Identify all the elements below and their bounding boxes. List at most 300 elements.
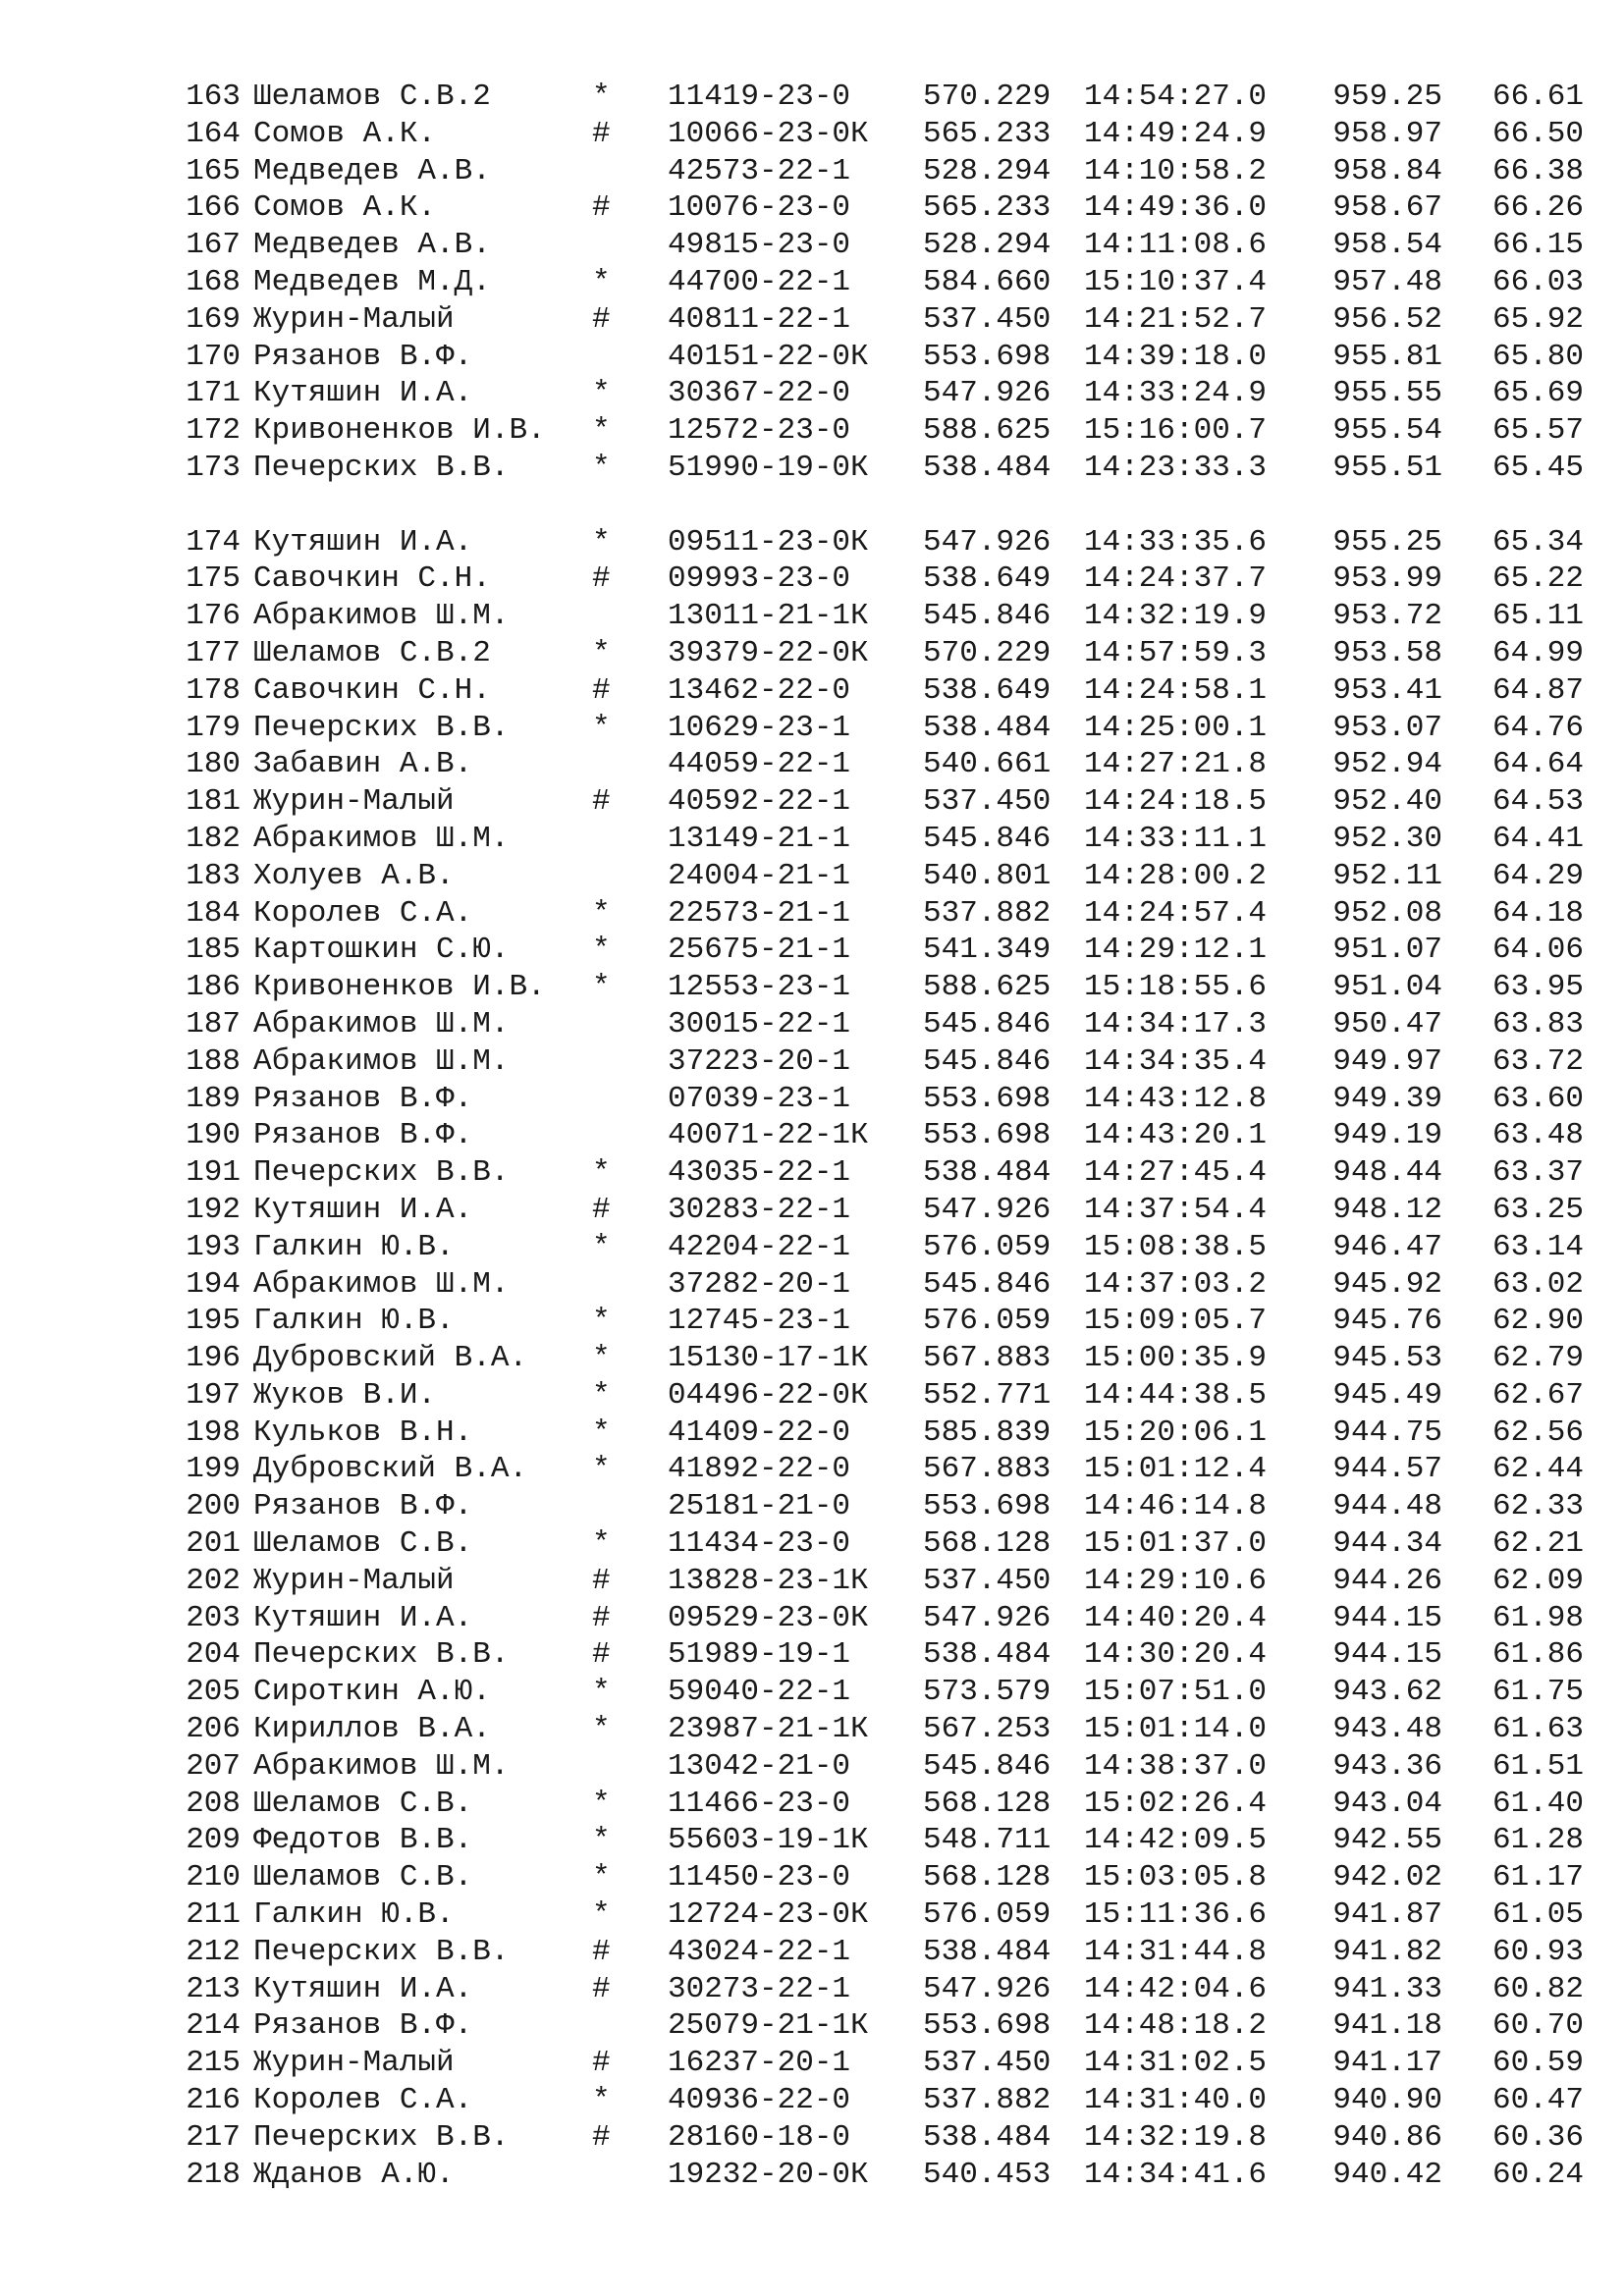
ring-number: 12724-23-0К [668, 1897, 869, 1933]
distance: 540.801 [923, 858, 1052, 893]
arrival-time: 14:29:10.6 [1084, 1563, 1268, 1598]
table-row [157, 116, 1591, 153]
speed: 944.75 [1332, 1415, 1442, 1450]
distance: 537.450 [923, 784, 1052, 820]
mark-symbol: * [592, 376, 611, 411]
place-number: 191 [186, 1155, 241, 1191]
fancier-name: Кривоненков И.В. [253, 413, 546, 449]
arrival-time: 15:02:26.4 [1084, 1786, 1268, 1821]
fancier-name: Галкин Ю.В. [253, 1304, 455, 1339]
arrival-time: 15:01:14.0 [1084, 1712, 1268, 1747]
points: 60.70 [1491, 2008, 1584, 2044]
ring-number: 12745-23-1 [668, 1304, 851, 1339]
mark-symbol: * [592, 2083, 611, 2118]
arrival-time: 14:25:00.1 [1084, 710, 1268, 745]
mark-symbol: * [592, 1786, 611, 1821]
place-number: 204 [186, 1637, 241, 1673]
fancier-name: Дубровский В.А. [253, 1452, 528, 1487]
ring-number: 40151-22-0К [668, 339, 869, 374]
place-number: 179 [186, 710, 241, 745]
distance: 545.846 [923, 821, 1052, 856]
table-row [157, 561, 1591, 598]
mark-symbol: * [592, 1897, 611, 1933]
arrival-time: 14:10:58.2 [1084, 153, 1268, 188]
mark-symbol: * [592, 970, 611, 1005]
ring-number: 51989-19-1 [668, 1637, 851, 1673]
place-number: 196 [186, 1341, 241, 1376]
table-row [157, 1748, 1591, 1786]
table-row [157, 2119, 1591, 2157]
table-row [157, 1117, 1591, 1154]
ring-number: 12572-23-0 [668, 413, 851, 449]
place-number: 189 [186, 1081, 241, 1116]
points: 64.64 [1491, 747, 1584, 782]
speed: 948.12 [1332, 1192, 1442, 1227]
table-row [157, 412, 1591, 450]
arrival-time: 14:37:54.4 [1084, 1192, 1268, 1227]
distance: 538.649 [923, 561, 1052, 597]
place-number: 218 [186, 2157, 241, 2192]
fancier-name: Печерских В.В. [253, 1637, 510, 1673]
place-number: 168 [186, 264, 241, 299]
distance: 573.579 [923, 1675, 1052, 1710]
ring-number: 09529-23-0К [668, 1600, 869, 1635]
ring-number: 39379-22-0К [668, 635, 869, 670]
mark-symbol: # [592, 1192, 611, 1227]
arrival-time: 14:24:57.4 [1084, 895, 1268, 931]
points: 62.56 [1491, 1415, 1584, 1450]
ring-number: 10076-23-0 [668, 190, 851, 226]
table-row [157, 1600, 1591, 1637]
distance: 553.698 [923, 339, 1052, 374]
ring-number: 09511-23-0К [668, 524, 869, 560]
ring-number: 04496-22-0К [668, 1377, 869, 1413]
points: 64.87 [1491, 672, 1584, 708]
fancier-name: Савочкин С.Н. [253, 672, 491, 708]
arrival-time: 15:00:35.9 [1084, 1341, 1268, 1376]
distance: 540.661 [923, 747, 1052, 782]
arrival-time: 14:43:20.1 [1084, 1118, 1268, 1153]
ring-number: 24004-21-1 [668, 858, 851, 893]
fancier-name: Абракимов Ш.М. [253, 1748, 510, 1784]
ring-number: 23987-21-1К [668, 1712, 869, 1747]
points: 63.25 [1491, 1192, 1584, 1227]
speed: 943.36 [1332, 1748, 1442, 1784]
place-number: 166 [186, 190, 241, 226]
place-number: 192 [186, 1192, 241, 1227]
place-number: 180 [186, 747, 241, 782]
points: 61.40 [1491, 1786, 1584, 1821]
distance: 538.484 [923, 1637, 1052, 1673]
distance: 585.839 [923, 1415, 1052, 1450]
points: 64.18 [1491, 895, 1584, 931]
fancier-name: Кривоненков И.В. [253, 970, 546, 1005]
ring-number: 11450-23-0 [668, 1860, 851, 1896]
mark-symbol: * [592, 1155, 611, 1191]
arrival-time: 15:03:05.8 [1084, 1860, 1268, 1896]
speed: 944.34 [1332, 1526, 1442, 1562]
mark-symbol: * [592, 1712, 611, 1747]
table-row [157, 524, 1591, 561]
place-number: 216 [186, 2083, 241, 2118]
arrival-time: 14:34:41.6 [1084, 2157, 1268, 2192]
mark-symbol: # [592, 2119, 611, 2155]
fancier-name: Дубровский В.А. [253, 1341, 528, 1376]
mark-symbol: * [592, 1452, 611, 1487]
table-row [157, 1340, 1591, 1377]
points: 66.26 [1491, 190, 1584, 226]
table-row [157, 858, 1591, 895]
arrival-time: 14:54:27.0 [1084, 80, 1268, 114]
table-row [157, 1303, 1591, 1340]
fancier-name: Сомов А.К. [253, 190, 437, 226]
fancier-name: Рязанов В.Ф. [253, 1118, 473, 1153]
distance: 545.846 [923, 1266, 1052, 1302]
points: 65.80 [1491, 339, 1584, 374]
fancier-name: Шеламов С.В. [253, 1526, 473, 1562]
distance: 547.926 [923, 1600, 1052, 1635]
speed: 949.39 [1332, 1081, 1442, 1116]
ring-number: 40071-22-1К [668, 1118, 869, 1153]
distance: 552.771 [923, 1377, 1052, 1413]
table-row [157, 2045, 1591, 2082]
fancier-name: Абракимов Ш.М. [253, 1006, 510, 1041]
mark-symbol: * [592, 1377, 611, 1413]
arrival-time: 14:37:03.2 [1084, 1266, 1268, 1302]
speed: 942.55 [1332, 1823, 1442, 1858]
distance: 538.649 [923, 672, 1052, 708]
mark-symbol: # [592, 784, 611, 820]
fancier-name: Шеламов С.В. [253, 1786, 473, 1821]
speed: 952.94 [1332, 747, 1442, 782]
arrival-time: 15:11:36.6 [1084, 1897, 1268, 1933]
place-number: 194 [186, 1266, 241, 1302]
place-number: 195 [186, 1304, 241, 1339]
distance: 538.484 [923, 1155, 1052, 1191]
place-number: 211 [186, 1897, 241, 1933]
speed: 955.51 [1332, 450, 1442, 485]
table-row [157, 2157, 1591, 2194]
ring-number: 30273-22-1 [668, 1971, 851, 2006]
points: 66.50 [1491, 116, 1584, 151]
place-number: 164 [186, 116, 241, 151]
speed: 946.47 [1332, 1229, 1442, 1264]
ring-number: 59040-22-1 [668, 1675, 851, 1710]
fancier-name: Журин-Малый [253, 2046, 455, 2081]
speed: 945.53 [1332, 1341, 1442, 1376]
speed: 953.41 [1332, 672, 1442, 708]
arrival-time: 15:18:55.6 [1084, 970, 1268, 1005]
fancier-name: Журин-Малый [253, 1563, 455, 1598]
distance: 553.698 [923, 1489, 1052, 1524]
ring-number: 13149-21-1 [668, 821, 851, 856]
points: 63.72 [1491, 1043, 1584, 1079]
fancier-name: Жданов А.Ю. [253, 2157, 455, 2192]
place-number: 203 [186, 1600, 241, 1635]
arrival-time: 14:24:37.7 [1084, 561, 1268, 597]
ring-number: 25675-21-1 [668, 933, 851, 968]
speed: 955.55 [1332, 376, 1442, 411]
table-row [157, 1451, 1591, 1488]
mark-symbol: # [592, 1971, 611, 2006]
table-row [157, 153, 1591, 190]
arrival-time: 14:27:45.4 [1084, 1155, 1268, 1191]
arrival-time: 15:08:38.5 [1084, 1229, 1268, 1264]
speed: 941.33 [1332, 1971, 1442, 2006]
ring-number: 44059-22-1 [668, 747, 851, 782]
table-row [157, 1674, 1591, 1711]
ring-number: 10066-23-0К [668, 116, 869, 151]
table-row [157, 79, 1591, 116]
fancier-name: Печерских В.В. [253, 1934, 510, 1969]
table-row [157, 932, 1591, 969]
speed: 953.99 [1332, 561, 1442, 597]
place-number: 215 [186, 2046, 241, 2081]
points: 61.05 [1491, 1897, 1584, 1933]
distance: 545.846 [923, 1748, 1052, 1784]
fancier-name: Рязанов В.Ф. [253, 339, 473, 374]
points: 62.33 [1491, 1489, 1584, 1524]
speed: 958.84 [1332, 153, 1442, 188]
mark-symbol: # [592, 301, 611, 337]
fancier-name: Забавин А.В. [253, 747, 473, 782]
speed: 958.97 [1332, 116, 1442, 151]
fancier-name: Кутяшин И.А. [253, 376, 473, 411]
distance: 538.484 [923, 1934, 1052, 1969]
points: 61.51 [1491, 1748, 1584, 1784]
mark-symbol: * [592, 1823, 611, 1858]
mark-symbol: * [592, 895, 611, 931]
fancier-name: Сомов А.К. [253, 116, 437, 151]
distance: 545.846 [923, 1006, 1052, 1041]
mark-symbol: * [592, 1304, 611, 1339]
place-number: 167 [186, 228, 241, 263]
fancier-name: Абракимов Ш.М. [253, 821, 510, 856]
arrival-time: 14:34:17.3 [1084, 1006, 1268, 1041]
fancier-name: Королев С.А. [253, 895, 473, 931]
table-row [157, 189, 1591, 227]
table-row [157, 746, 1591, 783]
fancier-name: Рязанов В.Ф. [253, 1489, 473, 1524]
arrival-time: 15:09:05.7 [1084, 1304, 1268, 1339]
points: 66.38 [1491, 153, 1584, 188]
place-number: 181 [186, 784, 241, 820]
ring-number: 55603-19-1К [668, 1823, 869, 1858]
place-number: 198 [186, 1415, 241, 1450]
speed: 950.47 [1332, 1006, 1442, 1041]
arrival-time: 14:28:00.2 [1084, 858, 1268, 893]
fancier-name: Сироткин А.Ю. [253, 1675, 491, 1710]
points: 63.83 [1491, 1006, 1584, 1041]
distance: 568.128 [923, 1786, 1052, 1821]
fancier-name: Рязанов В.Ф. [253, 1081, 473, 1116]
table-row [157, 821, 1591, 858]
distance: 553.698 [923, 1081, 1052, 1116]
distance: 567.883 [923, 1452, 1052, 1487]
place-number: 163 [186, 80, 241, 114]
speed: 941.17 [1332, 2046, 1442, 2081]
distance: 545.846 [923, 1043, 1052, 1079]
fancier-name: Королев С.А. [253, 2083, 473, 2118]
arrival-time: 15:07:51.0 [1084, 1675, 1268, 1710]
place-number: 170 [186, 339, 241, 374]
table-row [157, 301, 1591, 339]
mark-symbol: # [592, 1934, 611, 1969]
arrival-time: 14:38:37.0 [1084, 1748, 1268, 1784]
ring-number: 19232-20-0К [668, 2157, 869, 2192]
ring-number: 10629-23-1 [668, 710, 851, 745]
points: 62.21 [1491, 1526, 1584, 1562]
mark-symbol: # [592, 116, 611, 151]
fancier-name: Медведев А.В. [253, 228, 491, 263]
fancier-name: Абракимов Ш.М. [253, 1043, 510, 1079]
mark-symbol: * [592, 635, 611, 670]
arrival-time: 14:33:11.1 [1084, 821, 1268, 856]
ring-number: 12553-23-1 [668, 970, 851, 1005]
mark-symbol: * [592, 1341, 611, 1376]
fancier-name: Картошкин С.Ю. [253, 933, 510, 968]
place-number: 171 [186, 376, 241, 411]
fancier-name: Кутяшин И.А. [253, 1971, 473, 2006]
points: 65.92 [1491, 301, 1584, 337]
speed: 945.49 [1332, 1377, 1442, 1413]
distance: 576.059 [923, 1304, 1052, 1339]
points: 61.63 [1491, 1712, 1584, 1747]
points: 64.06 [1491, 933, 1584, 968]
ring-number: 40592-22-1 [668, 784, 851, 820]
arrival-time: 14:31:02.5 [1084, 2046, 1268, 2081]
place-number: 175 [186, 561, 241, 597]
points: 63.60 [1491, 1081, 1584, 1116]
speed: 958.67 [1332, 190, 1442, 226]
table-row [157, 672, 1591, 710]
mark-symbol: # [592, 1637, 611, 1673]
ring-number: 42204-22-1 [668, 1229, 851, 1264]
points: 66.61 [1491, 80, 1584, 114]
distance: 538.484 [923, 710, 1052, 745]
speed: 944.26 [1332, 1563, 1442, 1598]
mark-symbol: # [592, 561, 611, 597]
place-number: 217 [186, 2119, 241, 2155]
speed: 958.54 [1332, 228, 1442, 263]
distance: 537.450 [923, 1563, 1052, 1598]
ring-number: 43035-22-1 [668, 1155, 851, 1191]
table-row [157, 1081, 1591, 1118]
table-row [157, 1563, 1591, 1600]
distance: 588.625 [923, 970, 1052, 1005]
fancier-name: Савочкин С.Н. [253, 561, 491, 597]
fancier-name: Абракимов Ш.М. [253, 599, 510, 634]
mark-symbol: * [592, 450, 611, 485]
speed: 952.40 [1332, 784, 1442, 820]
ring-number: 11419-23-0 [668, 80, 851, 114]
fancier-name: Кутяшин И.А. [253, 1192, 473, 1227]
table-row [157, 1822, 1591, 1859]
speed: 957.48 [1332, 264, 1442, 299]
ring-number: 40811-22-1 [668, 301, 851, 337]
speed: 940.90 [1332, 2083, 1442, 2118]
fancier-name: Печерских В.В. [253, 2119, 510, 2155]
distance: 540.453 [923, 2157, 1052, 2192]
mark-symbol: * [592, 1860, 611, 1896]
points: 63.02 [1491, 1266, 1584, 1302]
speed: 943.62 [1332, 1675, 1442, 1710]
distance: 570.229 [923, 80, 1052, 114]
speed: 949.97 [1332, 1043, 1442, 1079]
arrival-time: 14:46:14.8 [1084, 1489, 1268, 1524]
points: 64.53 [1491, 784, 1584, 820]
mark-symbol: * [592, 80, 611, 114]
arrival-time: 14:24:18.5 [1084, 784, 1268, 820]
speed: 945.76 [1332, 1304, 1442, 1339]
speed: 940.86 [1332, 2119, 1442, 2155]
points: 64.41 [1491, 821, 1584, 856]
speed: 953.07 [1332, 710, 1442, 745]
distance: 565.233 [923, 116, 1052, 151]
points: 60.47 [1491, 2083, 1584, 2118]
place-number: 214 [186, 2008, 241, 2044]
distance: 548.711 [923, 1823, 1052, 1858]
mark-symbol: # [592, 1563, 611, 1598]
points: 63.14 [1491, 1229, 1584, 1264]
table-row [157, 598, 1591, 635]
speed: 941.82 [1332, 1934, 1442, 1969]
points: 62.44 [1491, 1452, 1584, 1487]
place-number: 207 [186, 1748, 241, 1784]
table-row [157, 1636, 1591, 1674]
fancier-name: Кульков В.Н. [253, 1415, 473, 1450]
arrival-time: 15:01:12.4 [1084, 1452, 1268, 1487]
ring-number: 28160-18-0 [668, 2119, 851, 2155]
distance: 537.450 [923, 2046, 1052, 2081]
place-number: 197 [186, 1377, 241, 1413]
speed: 944.57 [1332, 1452, 1442, 1487]
fancier-name: Федотов В.В. [253, 1823, 473, 1858]
ring-number: 37282-20-1 [668, 1266, 851, 1302]
arrival-time: 14:44:38.5 [1084, 1377, 1268, 1413]
ring-number: 30283-22-1 [668, 1192, 851, 1227]
table-row [157, 375, 1591, 412]
place-number: 185 [186, 933, 241, 968]
points: 61.28 [1491, 1823, 1584, 1858]
arrival-time: 14:23:33.3 [1084, 450, 1268, 485]
arrival-time: 14:32:19.9 [1084, 599, 1268, 634]
fancier-name: Шеламов С.В.2 [253, 635, 491, 670]
points: 65.11 [1491, 599, 1584, 634]
arrival-time: 15:10:37.4 [1084, 264, 1268, 299]
distance: 565.233 [923, 190, 1052, 226]
table-row [157, 1415, 1591, 1452]
speed: 940.42 [1332, 2157, 1442, 2192]
fancier-name: Жуков В.И. [253, 1377, 437, 1413]
fancier-name: Кутяшин И.А. [253, 1600, 473, 1635]
ring-number: 30367-22-0 [668, 376, 851, 411]
ring-number: 41892-22-0 [668, 1452, 851, 1487]
distance: 545.846 [923, 599, 1052, 634]
distance: 553.698 [923, 1118, 1052, 1153]
table-row [157, 1488, 1591, 1525]
mark-symbol: * [592, 1415, 611, 1450]
table-row [157, 1896, 1591, 1934]
results-table [157, 79, 1591, 2193]
points: 60.36 [1491, 2119, 1584, 2155]
mark-symbol: # [592, 672, 611, 708]
table-row [157, 339, 1591, 376]
speed: 949.19 [1332, 1118, 1442, 1153]
points: 62.67 [1491, 1377, 1584, 1413]
points: 64.99 [1491, 635, 1584, 670]
table-row [157, 1711, 1591, 1748]
